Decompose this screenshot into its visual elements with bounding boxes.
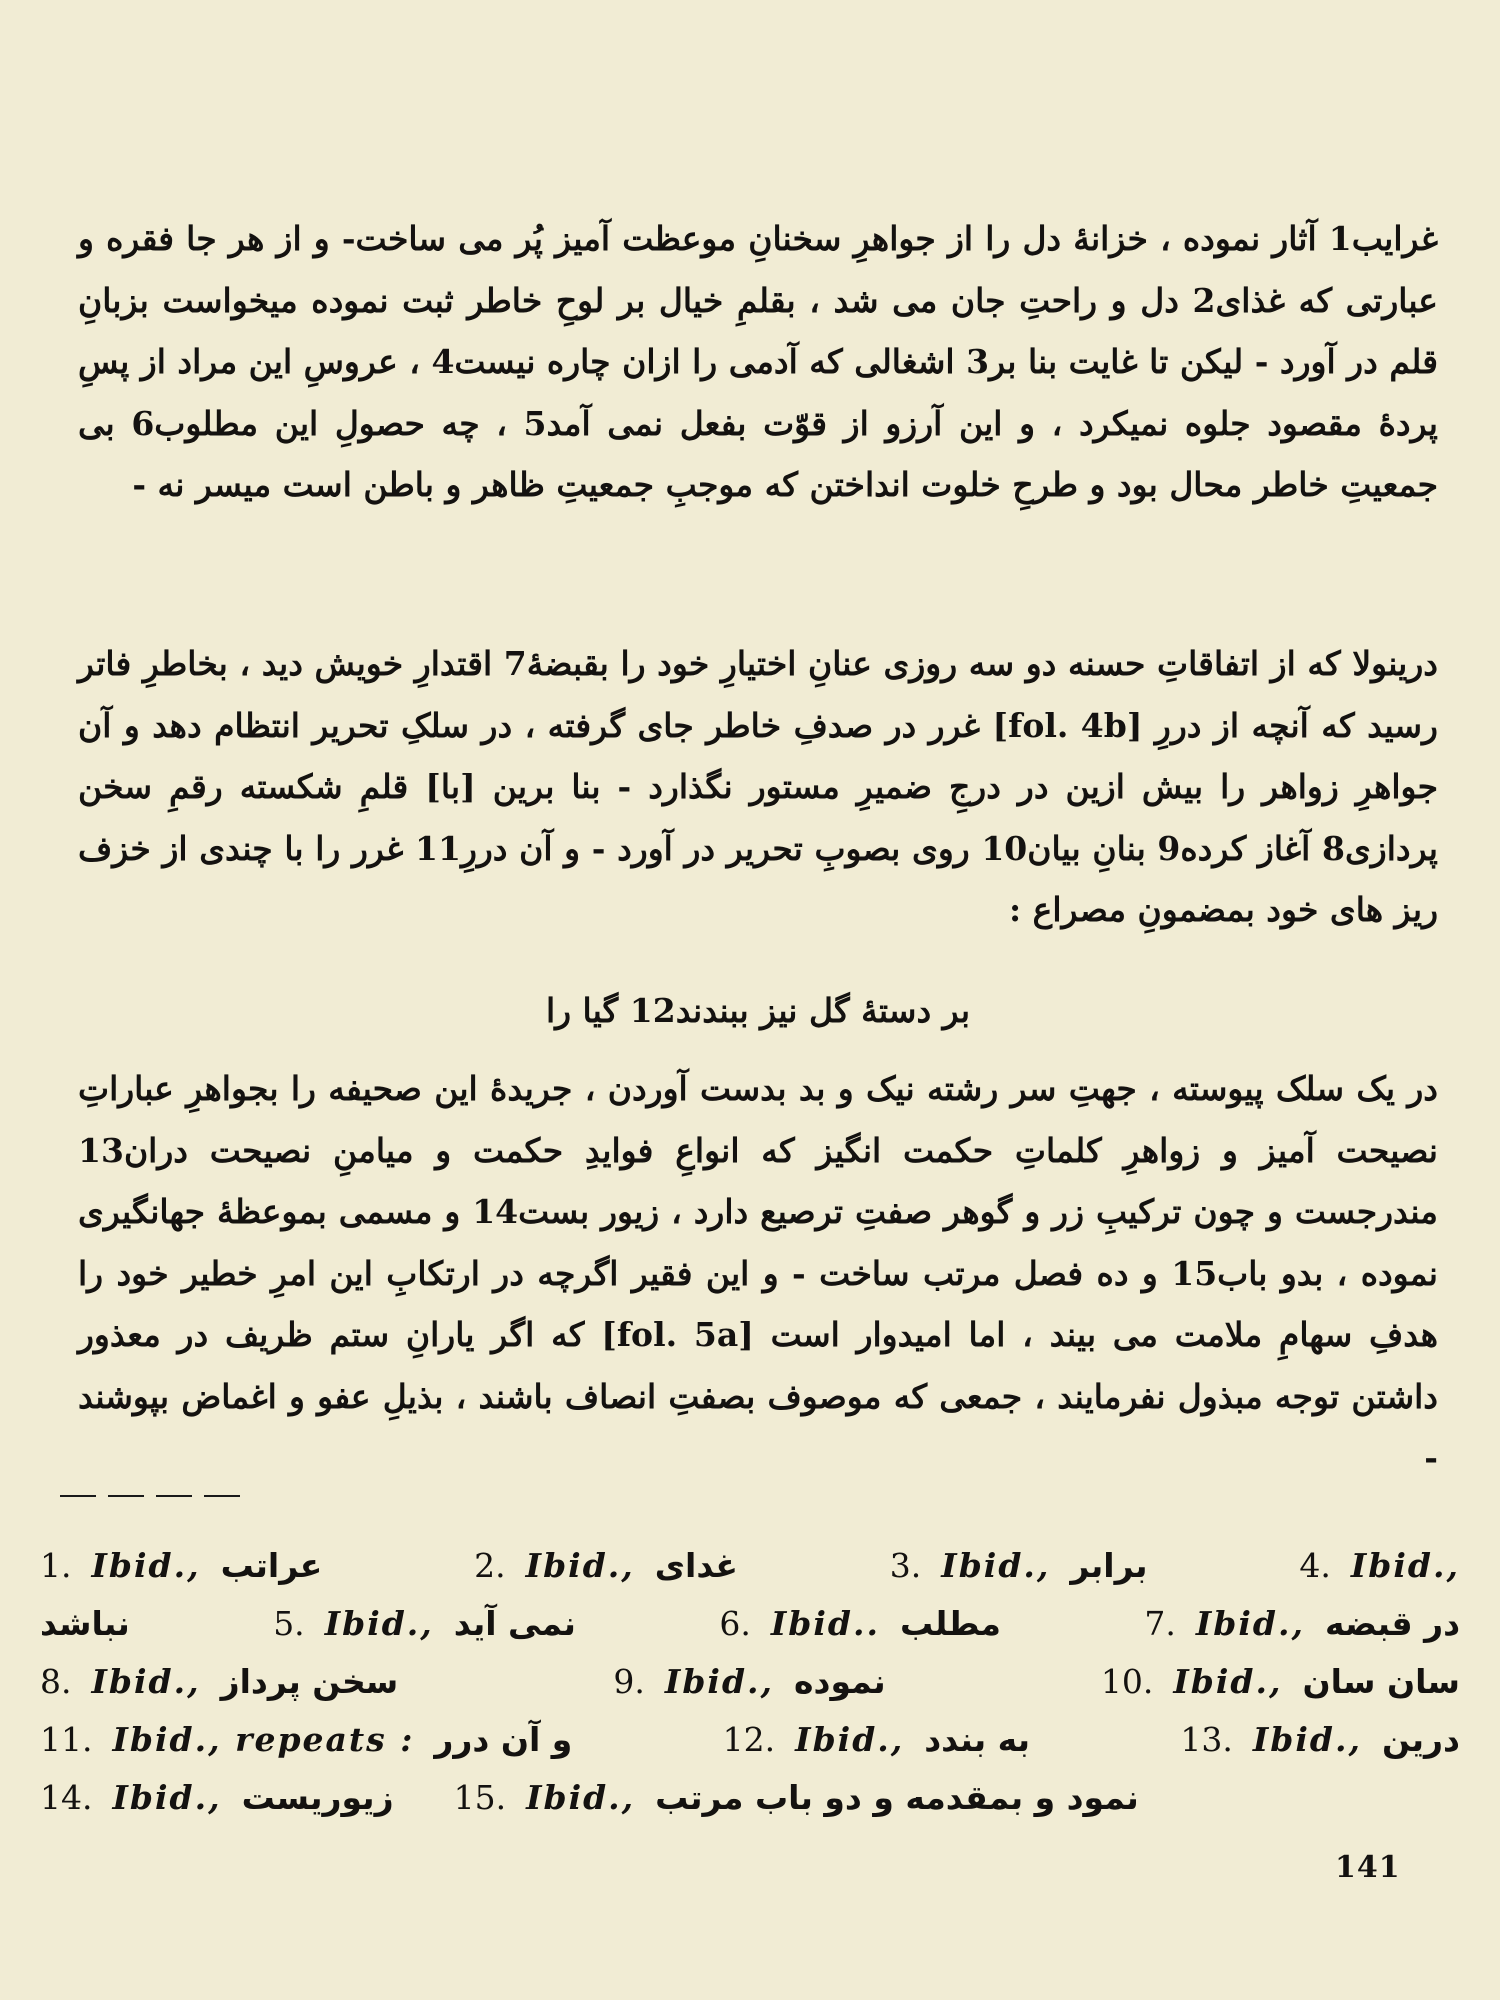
footnote-number: 13. xyxy=(1180,1720,1233,1759)
footnote xyxy=(1299,1537,1460,1595)
footnote-variant: مطلب xyxy=(899,1604,1001,1643)
footnote-separator-dash xyxy=(204,1495,240,1497)
footnote-variant: نباشد xyxy=(40,1604,130,1643)
footnote xyxy=(40,1653,398,1711)
footnote xyxy=(454,1769,1139,1827)
footnote xyxy=(273,1595,576,1653)
footnote-number: 4. xyxy=(1299,1546,1331,1585)
footnote-number: 10. xyxy=(1100,1662,1154,1701)
footnote-variant: برابر xyxy=(1070,1546,1148,1585)
footnote xyxy=(40,1711,572,1769)
footnote xyxy=(1101,1653,1460,1711)
footnote-ibid: Ibid., xyxy=(795,1720,905,1759)
footnote-number: 14. xyxy=(40,1778,93,1817)
footnote-line xyxy=(40,1595,1460,1653)
footnote-ibid: Ibid., xyxy=(1252,1720,1362,1759)
footnote-line xyxy=(40,1711,1460,1769)
footnote-separator-dash xyxy=(156,1495,192,1497)
footnote-ibid: Ibid., repeats : xyxy=(112,1720,415,1759)
footnote-variant: نمی آید xyxy=(453,1604,576,1643)
footnote-line xyxy=(40,1537,1460,1595)
footnote-number: 3. xyxy=(889,1546,922,1585)
footnote-ibid: Ibid., xyxy=(664,1662,775,1701)
footnote-number: 7. xyxy=(1144,1604,1176,1643)
footnote xyxy=(890,1537,1148,1595)
footnote xyxy=(723,1711,1030,1769)
footnote-variant: نموده xyxy=(794,1662,886,1701)
footnote-separator-dash xyxy=(108,1495,144,1497)
footnote-variant: و آن درر xyxy=(434,1720,573,1759)
body-paragraph-2: درینولا که از اتفاقاتِ حسنه دو سه روزی عنانِ اختیارِ خود را بقبضهٔ7 اقتدارِ خویش دید ، بخاطرِ فاتر رسید که آنچه از دررِ [fol. 4b] غرر در صدفِ خاطر جای گرفته ، در سلکِ تحریر انتظام دهد و آن جواهرِ زواهر را بیش ازین در درجِ ضمیرِ مستور نگذارد - بنا برین [با] قلمِ شکسته رقمِ سخن پردازی8 آغاز کرده9 بنانِ بیان10 روی بصوبِ تحریر در آورد - و آن دررِ11 غرر را با چندی از خزف ریز های خود بمضمونِ مصراع : xyxy=(78,644,1439,929)
footnote-line xyxy=(40,1769,1460,1827)
footnote-ibid: Ibid., xyxy=(91,1662,201,1701)
footnote-ibid: Ibid., xyxy=(525,1546,635,1585)
footnote xyxy=(40,1769,394,1827)
footnote-variant: غدای xyxy=(654,1546,738,1585)
footnote xyxy=(1144,1595,1460,1653)
footnote-variant: زیوریست xyxy=(241,1778,394,1817)
footnote-continuation xyxy=(40,1595,130,1653)
footnote-variant: در قبضه xyxy=(1324,1604,1460,1643)
footnote-number: 5. xyxy=(273,1604,305,1643)
footnote-ibid: Ibid.. xyxy=(770,1604,880,1643)
footnote-number: 6. xyxy=(719,1604,751,1643)
footnote-number: 12. xyxy=(722,1720,776,1759)
footnote-variant: درین xyxy=(1381,1720,1460,1759)
footnote-ibid: Ibid., xyxy=(324,1604,434,1643)
footnote xyxy=(1180,1711,1460,1769)
page-number: 141 xyxy=(1335,1850,1401,1885)
footnote xyxy=(40,1537,322,1595)
body-paragraph-3: در یک سلک پیوسته ، جهتِ سر رشته نیک و بد بدست آوردن ، جریدهٔ این صحیفه را بجواهرِ عباراتِ نصیحت آمیز و زواهرِ کلماتِ حکمت انگیز که انواعِ فوایدِ حکمت و میامنِ نصیحت دران13 مندرجست و چون ترکیبِ زر و گوهر صفتِ ترصیع دارد ، زیور بست14 و مسمی بموعظهٔ جهانگیری نموده ، بدو باب15 و ده فصل مرتب ساخت - و این فقیر اگرچه در ارتکابِ این امرِ خطیر خود را هدفِ سهامِ ملامت می بیند ، اما امیدوار است [fol. 5a] که اگر یارانِ ستم ظریف در معذور داشتن توجه مبذول نفرمایند ، جمعی که موصوف بصفتِ انصاف باشند ، بذیلِ عفو و اغماض بپوشند - xyxy=(78,1069,1438,1477)
verse-hemistich: بر دستهٔ گل نیز ببندند12 گیا را xyxy=(545,991,971,1030)
footnote-variant: سخن پرداز xyxy=(220,1662,399,1701)
footnote-ibid: Ibid., xyxy=(1350,1546,1460,1585)
footnote-variant: سان سان xyxy=(1302,1662,1460,1701)
footnote-line xyxy=(40,1653,1460,1711)
footnote-number: 9. xyxy=(613,1662,645,1701)
footnote-number: 15. xyxy=(453,1778,507,1817)
footnote-ibid: Ibid., xyxy=(526,1778,636,1817)
footnote-separator-dash xyxy=(60,1495,96,1497)
footnote-number: 11. xyxy=(40,1720,93,1759)
footnote-variant: نمود و بمقدمه و دو باب مرتب xyxy=(655,1778,1139,1817)
footnote-number: 8. xyxy=(40,1662,72,1701)
footnote-ibid: Ibid., xyxy=(91,1546,201,1585)
footnote xyxy=(474,1537,738,1595)
footnote-ibid: Ibid., xyxy=(941,1546,1051,1585)
footnote-ibid: Ibid., xyxy=(1173,1662,1283,1701)
footnote-ibid: Ibid., xyxy=(1195,1604,1305,1643)
footnote-variant: عراتب xyxy=(220,1546,323,1585)
body-paragraph-1: غرایب1 آثار نموده ، خزانهٔ دل را از جواهرِ سخنانِ موعظت آمیز پُر می ساخت- و از هر جا فقره و عبارتی که غذای2 دل و راحتِ جان می شد ، بقلمِ خیال بر لوحِ خاطر ثبت نموده میخواست بزبانِ قلم در آورد - لیکن تا غایت بنا بر3 اشغالی که آدمی را ازان چاره نیست4 ، عروسِ این مراد از پسِ پردهٔ مقصود جلوه نمیکرد ، و این آرزو از قوّت بفعل نمی آمد5 ، چه حصولِ این مطلوب6 بی جمعیتِ خاطر محال بود و طرحِ خلوت انداختن که موجبِ جمعیتِ ظاهر و باطن است میسر نه - xyxy=(78,219,1438,504)
footnote xyxy=(613,1653,885,1711)
footnote-ibid: Ibid., xyxy=(112,1778,222,1817)
footnote-number: 1. xyxy=(40,1546,72,1585)
footnote-number: 2. xyxy=(474,1546,506,1585)
footnote-variant: به بندد xyxy=(924,1720,1031,1759)
footnote xyxy=(719,1595,1001,1653)
